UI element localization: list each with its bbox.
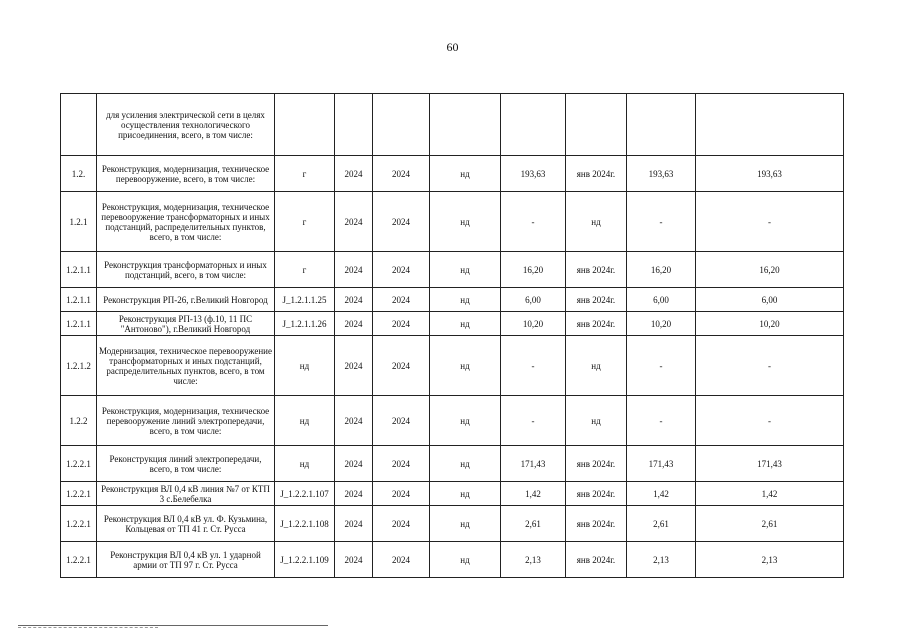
table-row (61, 396, 844, 446)
row-date (566, 94, 627, 156)
investment-table (60, 93, 844, 578)
row-year-end: 2024 (373, 336, 430, 396)
row-name: для усиления электрической сети в целях осуществления технологического присоединения, всего, в том числе: (97, 94, 275, 156)
row-value-3: 16,20 (696, 252, 844, 288)
row-value: 16,20 (501, 252, 566, 288)
row-year-start: 2024 (335, 288, 373, 312)
row-value-2: 2,61 (627, 506, 696, 542)
row-value-3: 193,63 (696, 156, 844, 192)
row-status: нд (430, 192, 501, 252)
row-status: нд (430, 506, 501, 542)
row-name: Реконструкция линий электропередачи, всего, в том числе: (97, 446, 275, 482)
row-date: янв 2024г. (566, 506, 627, 542)
row-value-2: - (627, 192, 696, 252)
row-value-2: 6,00 (627, 288, 696, 312)
row-status: нд (430, 156, 501, 192)
row-number: 1.2.2.1 (61, 542, 97, 578)
row-value: - (501, 336, 566, 396)
row-year-start: 2024 (335, 396, 373, 446)
row-code: нд (275, 446, 335, 482)
row-name: Модернизация, техническое перевооружение трансформаторных и иных подстанций, распределительных пунктов, всего, в том числе: (97, 336, 275, 396)
row-year-end: 2024 (373, 506, 430, 542)
page-number: 60 (446, 40, 459, 54)
table-row (61, 252, 844, 288)
row-year-end: 2024 (373, 396, 430, 446)
row-code: г (275, 252, 335, 288)
table-row (61, 288, 844, 312)
row-number (61, 94, 97, 156)
row-name: Реконструкция РП-13 (ф.10, 11 ПС "Антоново"), г.Великий Новгород (97, 312, 275, 336)
row-value-2: - (627, 336, 696, 396)
row-value-2: 10,20 (627, 312, 696, 336)
table-row (61, 156, 844, 192)
row-status: нд (430, 336, 501, 396)
row-code: J_1.2.1.1.25 (275, 288, 335, 312)
row-code: нд (275, 396, 335, 446)
footer-rule (18, 625, 328, 626)
table-row (61, 312, 844, 336)
row-year-end: 2024 (373, 542, 430, 578)
row-year-start: 2024 (335, 482, 373, 506)
row-status: нд (430, 252, 501, 288)
row-date: янв 2024г. (566, 542, 627, 578)
row-year-start (335, 94, 373, 156)
row-year-start: 2024 (335, 252, 373, 288)
row-code (275, 94, 335, 156)
row-status: нд (430, 482, 501, 506)
row-year-end: 2024 (373, 482, 430, 506)
row-year-end: 2024 (373, 192, 430, 252)
row-value: - (501, 192, 566, 252)
footer-rule-dashed (18, 627, 158, 628)
row-value-2: 2,13 (627, 542, 696, 578)
row-name: Реконструкция, модернизация, техническое перевооружение линий электропередачи, всего, в том числе: (97, 396, 275, 446)
row-code: J_1.2.2.1.109 (275, 542, 335, 578)
row-year-end: 2024 (373, 446, 430, 482)
row-number: 1.2.1.2 (61, 336, 97, 396)
row-date: янв 2024г. (566, 312, 627, 336)
row-date: нд (566, 396, 627, 446)
row-code: J_1.2.2.1.107 (275, 482, 335, 506)
row-value-2: 16,20 (627, 252, 696, 288)
table-row (61, 482, 844, 506)
row-code: г (275, 192, 335, 252)
table-row (61, 192, 844, 252)
row-value (501, 94, 566, 156)
row-value-3: 2,61 (696, 506, 844, 542)
table-row (61, 94, 844, 156)
row-status: нд (430, 542, 501, 578)
row-number: 1.2.2.1 (61, 446, 97, 482)
row-date: нд (566, 192, 627, 252)
row-value-2: 193,63 (627, 156, 696, 192)
row-name: Реконструкция трансформаторных и иных подстанций, всего, в том числе: (97, 252, 275, 288)
row-year-start: 2024 (335, 156, 373, 192)
row-code: J_1.2.2.1.108 (275, 506, 335, 542)
row-value: 10,20 (501, 312, 566, 336)
row-value-3: - (696, 336, 844, 396)
row-value-2: 171,43 (627, 446, 696, 482)
row-value-3 (696, 94, 844, 156)
row-code: г (275, 156, 335, 192)
row-value: 2,13 (501, 542, 566, 578)
row-year-start: 2024 (335, 312, 373, 336)
row-number: 1.2.2.1 (61, 506, 97, 542)
row-year-start: 2024 (335, 336, 373, 396)
row-year-start: 2024 (335, 192, 373, 252)
row-status: нд (430, 288, 501, 312)
row-number: 1.2.2 (61, 396, 97, 446)
row-value-2: - (627, 396, 696, 446)
row-year-end: 2024 (373, 252, 430, 288)
row-number: 1.2.1 (61, 192, 97, 252)
row-value: 171,43 (501, 446, 566, 482)
row-name: Реконструкция РП-26, г.Великий Новгород (97, 288, 275, 312)
row-name: Реконструкция ВЛ 0,4 кВ ул. Ф. Кузьмина, Кольцевая от ТП 41 г. Ст. Русса (97, 506, 275, 542)
row-value: 193,63 (501, 156, 566, 192)
row-date: янв 2024г. (566, 482, 627, 506)
row-year-start: 2024 (335, 446, 373, 482)
row-status: нд (430, 446, 501, 482)
row-value: 2,61 (501, 506, 566, 542)
row-number: 1.2.1.1 (61, 288, 97, 312)
row-year-end: 2024 (373, 288, 430, 312)
row-code: нд (275, 336, 335, 396)
row-date: янв 2024г. (566, 446, 627, 482)
row-date: янв 2024г. (566, 288, 627, 312)
row-value: 1,42 (501, 482, 566, 506)
row-code: J_1.2.1.1.26 (275, 312, 335, 336)
row-value-3: 10,20 (696, 312, 844, 336)
row-name: Реконструкция, модернизация, техническое перевооружение трансформаторных и иных подстанций, распределительных пунктов, всего, в том числе: (97, 192, 275, 252)
row-value-3: 2,13 (696, 542, 844, 578)
row-value-3: 171,43 (696, 446, 844, 482)
row-year-start: 2024 (335, 506, 373, 542)
row-value-3: 1,42 (696, 482, 844, 506)
row-name: Реконструкция, модернизация, техническое перевооружение, всего, в том числе: (97, 156, 275, 192)
table-row (61, 506, 844, 542)
row-number: 1.2.2.1 (61, 482, 97, 506)
row-number: 1.2.1.1 (61, 252, 97, 288)
row-year-end: 2024 (373, 312, 430, 336)
row-year-start: 2024 (335, 542, 373, 578)
table-row (61, 542, 844, 578)
row-value-3: - (696, 396, 844, 446)
row-year-end: 2024 (373, 156, 430, 192)
row-year-end (373, 94, 430, 156)
table-row (61, 336, 844, 396)
row-value: - (501, 396, 566, 446)
row-date: нд (566, 336, 627, 396)
row-number: 1.2. (61, 156, 97, 192)
row-value-3: 6,00 (696, 288, 844, 312)
row-date: янв 2024г. (566, 156, 627, 192)
row-name: Реконструкция ВЛ 0,4 кВ линия №7 от КТП 3 с.Белебелка (97, 482, 275, 506)
row-value: 6,00 (501, 288, 566, 312)
row-status (430, 94, 501, 156)
table-row (61, 446, 844, 482)
row-status: нд (430, 396, 501, 446)
row-value-2: 1,42 (627, 482, 696, 506)
row-number: 1.2.1.1 (61, 312, 97, 336)
row-value-3: - (696, 192, 844, 252)
row-name: Реконструкция ВЛ 0,4 кВ ул. 1 ударной армии от ТП 97 г. Ст. Русса (97, 542, 275, 578)
row-date: янв 2024г. (566, 252, 627, 288)
row-value-2 (627, 94, 696, 156)
row-status: нд (430, 312, 501, 336)
